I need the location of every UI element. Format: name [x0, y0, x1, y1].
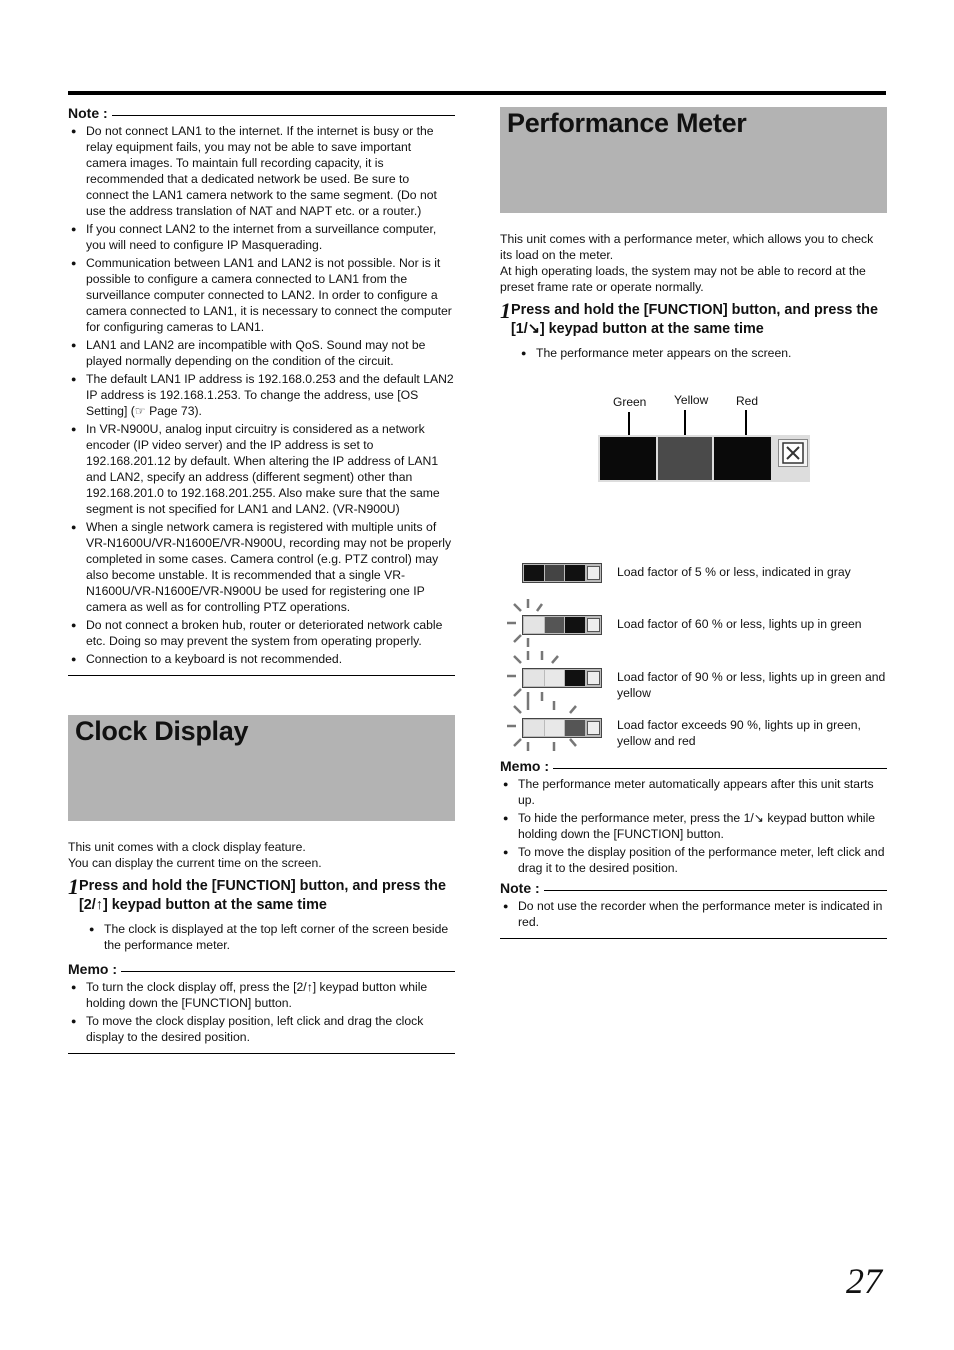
note-item: ● In VR-N900U, analog input circuitry is considered as a network encoder (IP video server) and the IP address is set to 192.168.201.12 by default. When altering the IP address of LAN1 and LAN2, specify an address (different segment) other than 192.168.201.0 to 192.168.201.255. Also make sure that the same segment is not specified for LAN1 and LAN2. (VR-N900U): [68, 421, 455, 517]
note-list: [500, 898, 887, 930]
memo-end-rule: [68, 1053, 455, 1054]
memo-item: ● To hide the performance meter, press the 1/↘ keypad button while holding down the [FUNCTION] button.: [500, 810, 887, 842]
load-desc-3: Load factor of 90 % or less, lights up in green and yellow: [617, 670, 886, 700]
meter-intro-2: At high operating loads, the system may not be able to record at the preset frame rate or operate normally.: [500, 264, 866, 294]
note-item: ● Do not connect LAN1 to the internet. If the internet is busy or the relay equipment fails, you may not be able to save important camera images. To maintain full recording capacity, it is recommended that a dedicated network be used. Be sure to connect the LAN1 camera network to the same segment. (Do not use the address translation of NAT and NAPT etc. or a router.): [68, 123, 455, 219]
note-list: [68, 123, 455, 667]
note-label: Note :: [500, 880, 540, 896]
step-instruction: Press and hold the [FUNCTION] button, and press the [1/↘] keypad button at the same time: [511, 302, 878, 337]
note-item: ● The default LAN1 IP address is 192.168.0.253 and the default LAN2 IP address is 192.168.1.253. To change the address, use [OS Setting] (☞ Page 73).: [68, 371, 455, 419]
note-item: ● Do not connect a broken hub, router or deteriorated network cable etc. Doing so may prevent the system from operating properly.: [68, 617, 455, 649]
step-result: ● The clock is displayed at the top left corner of the screen beside the performance meter.: [86, 921, 455, 953]
memo-label: Memo :: [500, 758, 549, 774]
meter-green-segment: [600, 437, 656, 480]
note-item: ● Communication between LAN1 and LAN2 is not possible. Nor is it possible to configure a camera connected to LAN1 from the surveillance computer connected to LAN2. In order to configure a camera connected to LAN1, it is necessary to connect the computer for configuring cameras to LAN1.: [68, 255, 455, 335]
performance-meter-banner: [500, 107, 887, 213]
meter-intro-1: This unit comes with a performance meter, which allows you to check its load on the meter.: [500, 232, 874, 262]
memo-list: [500, 776, 887, 876]
clock-intro-1: This unit comes with a clock display feature.: [68, 840, 306, 854]
meter-step: [500, 298, 887, 339]
memo-header: [68, 961, 455, 977]
note-header: [68, 105, 455, 121]
meter-close-icon[interactable]: [778, 439, 808, 467]
top-rule: [68, 91, 886, 95]
note-end-rule: [68, 675, 455, 676]
note-item: ● LAN1 and LAN2 are incompatible with QoS. Sound may not be played normally depending on the condition of the circuit.: [68, 337, 455, 369]
clock-step: [68, 874, 455, 915]
memo-label: Memo :: [68, 961, 117, 977]
note-item: ● If you connect LAN2 to the internet from a surveillance computer, you will need to configure IP Masquerading.: [68, 221, 455, 253]
step-result: ● The performance meter appears on the screen.: [518, 345, 887, 361]
note-label: Note :: [68, 105, 108, 121]
mini-meter-yellow: [522, 668, 602, 688]
clock-display-banner: [68, 715, 455, 821]
step-number: 1: [68, 874, 79, 899]
red-label: Red: [736, 394, 759, 408]
mini-meter-red: [522, 718, 602, 738]
step-number: 1: [500, 298, 511, 323]
performance-meter-title: Performance Meter: [507, 108, 747, 138]
load-desc-1: Load factor of 5 % or less, indicated in gray: [617, 565, 851, 579]
yellow-label: Yellow: [674, 393, 709, 407]
step-instruction: Press and hold the [FUNCTION] button, and press the [2/↑] keypad button at the same time: [79, 878, 446, 913]
mini-meter-green: [522, 615, 602, 635]
note-item: ● Connection to a keyboard is not recommended.: [68, 651, 455, 667]
note-item: ● When a single network camera is registered with multiple units of VR-N1600U/VR-N1600E/VR-N900U, recording may not be properly completed in some cases. Camera control (e.g. PTZ control) may also become unstable. It is recommended that a single VR-N1600U/VR-N1600E/VR-N900U be used for registering one IP camera as well as for controlling PTZ operations.: [68, 519, 455, 615]
mini-meter-gray: [522, 563, 602, 583]
memo-item: ● To move the clock display position, left click and drag the clock display to the desired position.: [68, 1013, 455, 1045]
page-number: 27: [846, 1261, 882, 1301]
memo-item: ● To turn the clock display off, press the [2/↑] keypad button while holding down the [FUNCTION] button.: [68, 979, 455, 1011]
memo-header: [500, 758, 887, 774]
right-column: [500, 105, 887, 939]
clock-step-bullets: [68, 921, 455, 953]
performance-meter-widget: [598, 435, 810, 482]
green-label: Green: [613, 395, 647, 409]
clock-display-title: Clock Display: [75, 716, 249, 746]
note-header: [500, 880, 887, 896]
load-desc-2: Load factor of 60 % or less, lights up in green: [617, 617, 862, 631]
meter-yellow-segment: [658, 437, 712, 480]
load-desc-4: Load factor exceeds 90 %, lights up in green, yellow and red: [617, 718, 861, 748]
note-end-rule: [500, 938, 887, 939]
meter-diagram-area: [500, 363, 887, 758]
meter-red-segment: [714, 437, 771, 480]
memo-item: ● To move the display position of the performance meter, left click and drag it to the desired position.: [500, 844, 887, 876]
clock-intro-2: You can display the current time on the screen.: [68, 856, 322, 870]
memo-list: [68, 979, 455, 1045]
note-item: ● Do not use the recorder when the performance meter is indicated in red.: [500, 898, 887, 930]
meter-step-bullets: [500, 345, 887, 361]
left-column: [68, 105, 455, 1054]
memo-item: ● The performance meter automatically appears after this unit starts up.: [500, 776, 887, 808]
